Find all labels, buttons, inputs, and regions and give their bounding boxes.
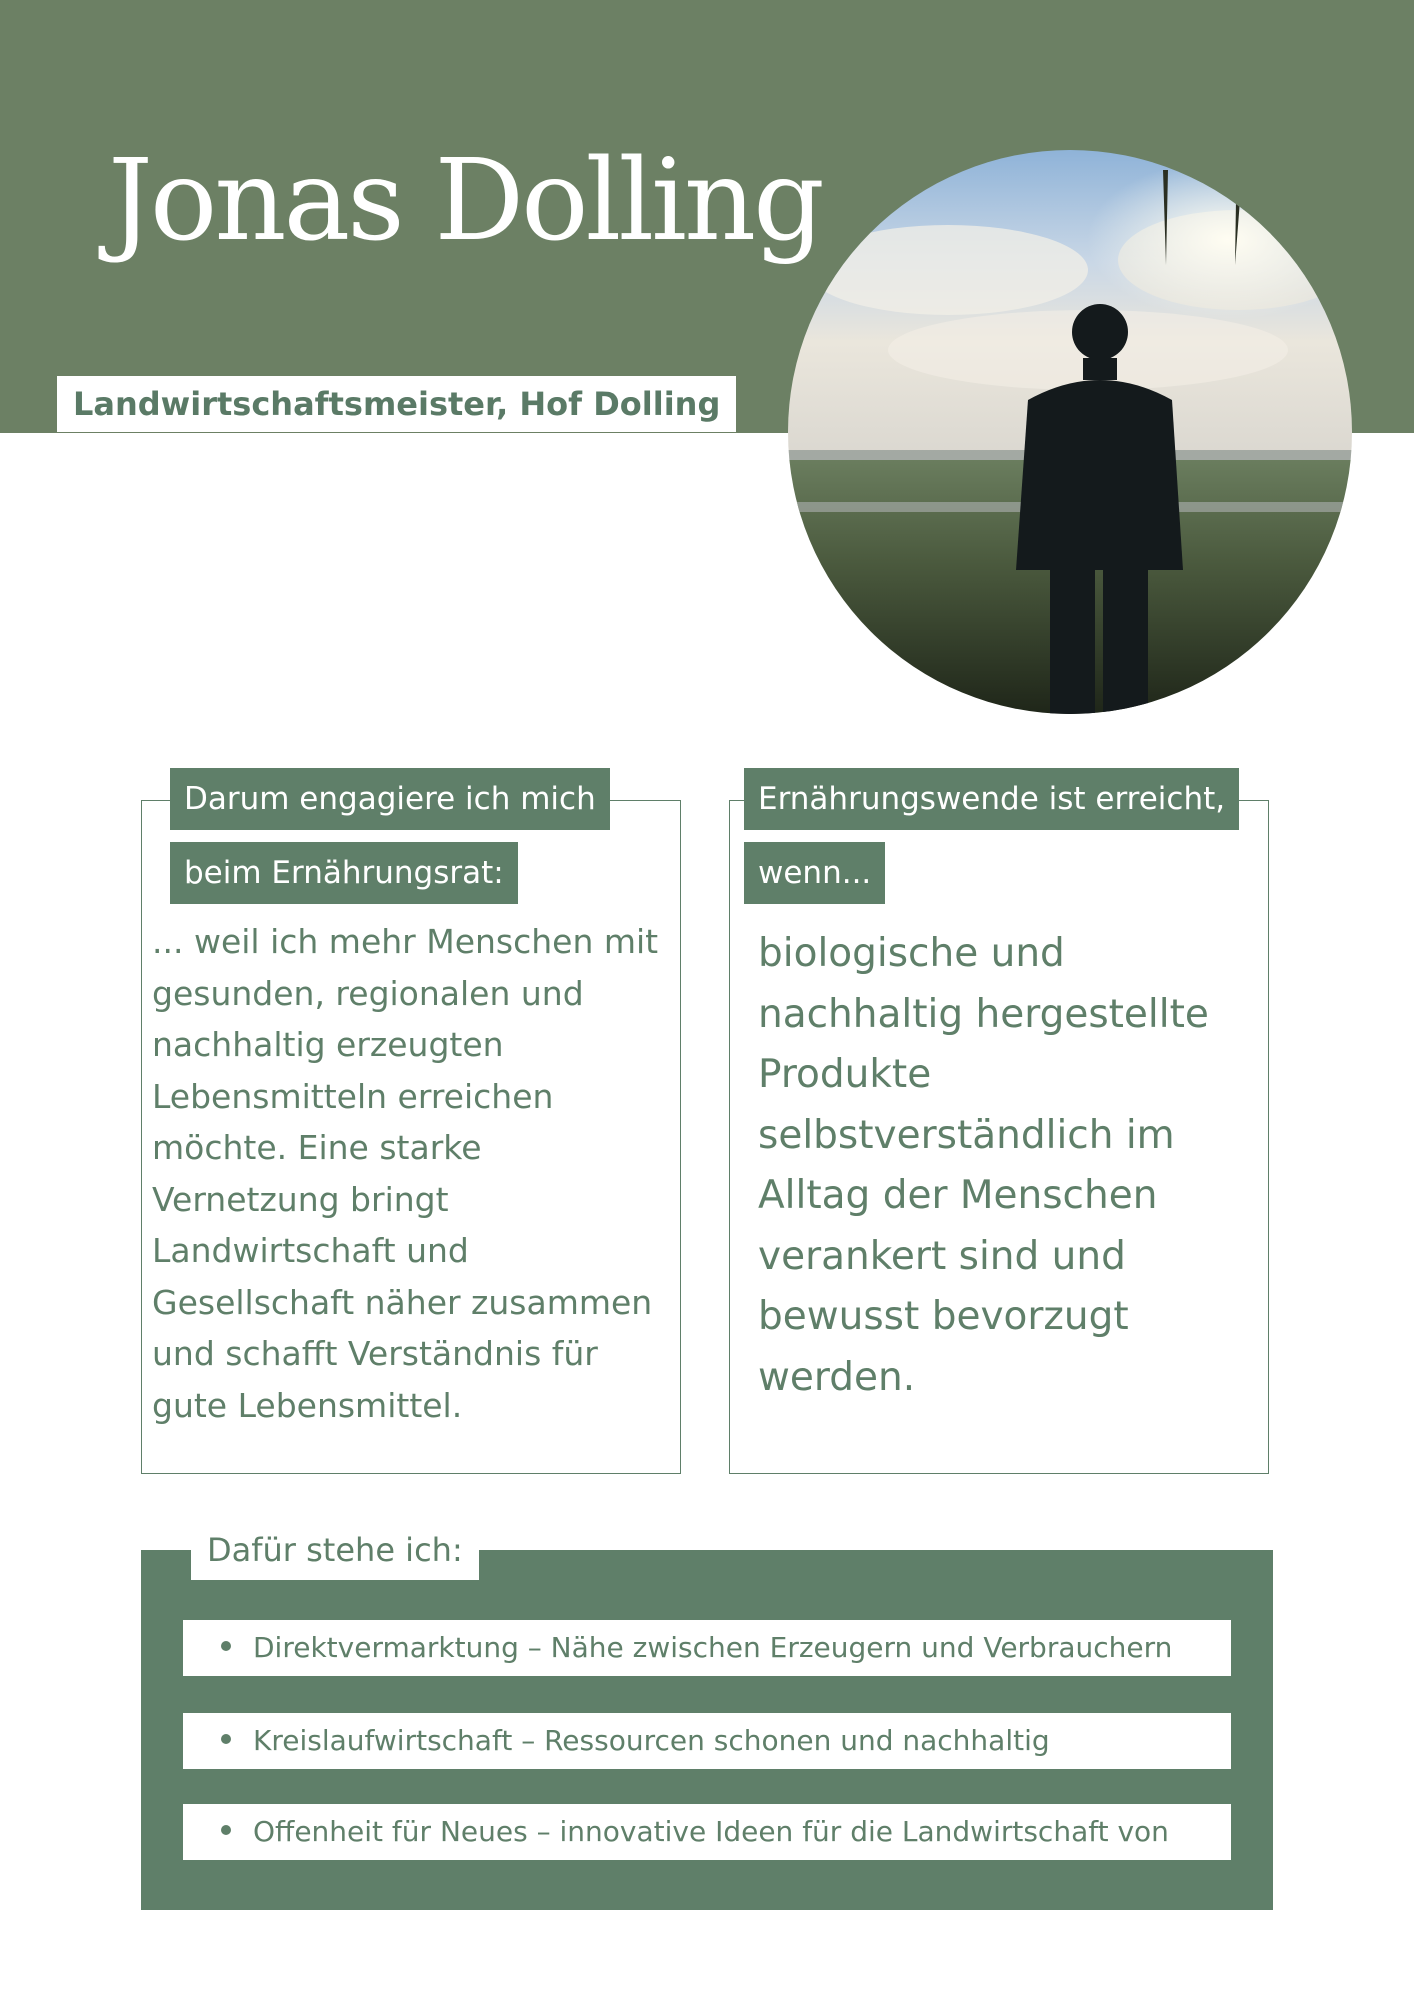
list-item-text: Offenheit für Neues – innovative Ideen für die Landwirtschaft von <box>253 1815 1169 1848</box>
bullet-icon <box>221 1825 231 1835</box>
text-line: möchte. Eine starke <box>152 1128 482 1167</box>
list-item <box>183 1620 1231 1676</box>
text-line: verankert sind und <box>758 1233 1126 1279</box>
portrait-photo <box>788 150 1352 714</box>
text-line: nachhaltig erzeugten <box>152 1025 504 1064</box>
list-item-text: Direktvermarktung – Nähe zwischen Erzeugern und Verbrauchern <box>253 1631 1173 1664</box>
text-line: selbstverständlich im <box>758 1112 1175 1158</box>
vision-tag-line2: wenn... <box>744 842 885 904</box>
list-item <box>183 1804 1231 1860</box>
person-subtitle: Landwirtschaftsmeister, Hof Dolling <box>57 376 736 432</box>
text-line: gute Lebensmittel. <box>152 1385 463 1425</box>
list-item-text: Kreislaufwirtschaft – Ressourcen schonen und nachhaltig <box>253 1724 1050 1757</box>
list-item <box>183 1713 1231 1769</box>
text-line: Produkte <box>758 1052 932 1097</box>
text-line: Gesellschaft näher zusammen <box>152 1282 653 1322</box>
person-name: Jonas Dolling <box>108 136 822 266</box>
motivation-tag-line1: Darum engagiere ich mich <box>170 768 610 830</box>
text-line: biologische und <box>758 931 1065 976</box>
values-title: Dafür stehe ich: <box>191 1520 479 1580</box>
text-line: Vernetzung bringt <box>152 1179 449 1219</box>
vision-tag-line1: Ernährungswende ist erreicht, <box>744 768 1239 830</box>
text-line: werden. <box>758 1354 916 1400</box>
portrait-photo-icon <box>788 150 1352 714</box>
text-line: Alltag der Menschen <box>758 1173 1158 1218</box>
motivation-text <box>152 916 687 1431</box>
motivation-tag-line2: beim Ernährungsrat: <box>170 842 518 904</box>
text-line: Landwirtschaft und <box>152 1231 469 1270</box>
bullet-icon <box>221 1641 231 1651</box>
text-line: ... weil ich mehr Menschen mit <box>152 922 659 961</box>
text-line: Lebensmitteln erreichen <box>152 1076 554 1116</box>
text-line: gesunden, regionalen und <box>152 973 584 1013</box>
text-line: nachhaltig hergestellte <box>758 991 1209 1037</box>
bullet-icon <box>221 1734 231 1744</box>
text-line: und schafft Verständnis für <box>152 1334 598 1373</box>
vision-text <box>758 924 1258 1408</box>
text-line: bewusst bevorzugt <box>758 1294 1129 1339</box>
